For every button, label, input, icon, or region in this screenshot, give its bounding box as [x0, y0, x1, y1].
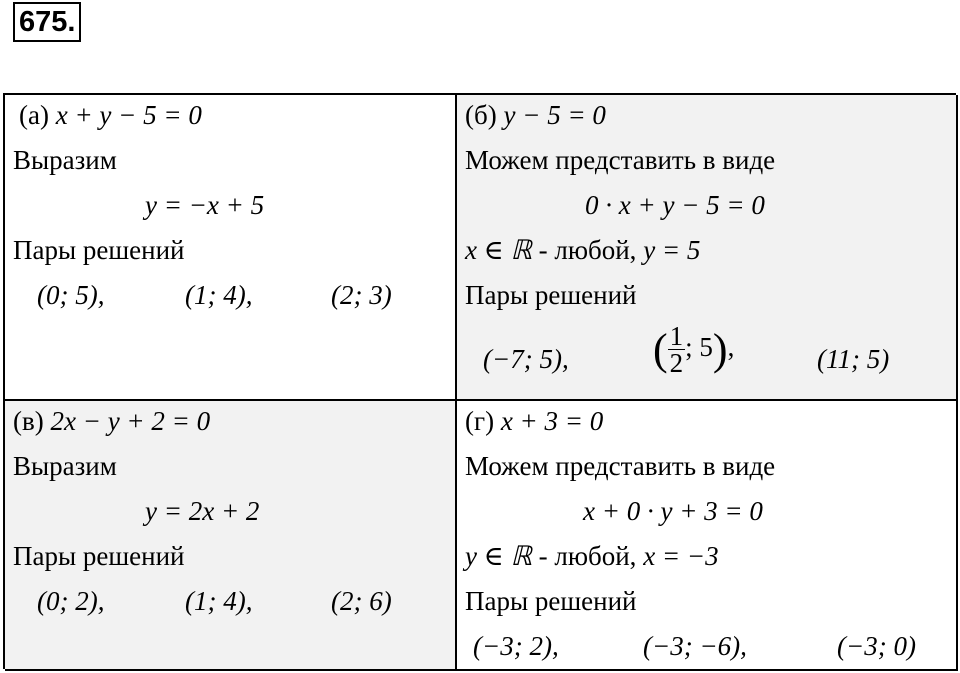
cell-d-any-value — [465, 540, 719, 572]
cell-c-pair-3: (2; 6) — [331, 586, 392, 616]
fraction-suffix: , — [727, 332, 735, 362]
cell-c-step: Выразим — [13, 451, 117, 481]
cell-a-label: (а) — [19, 100, 49, 130]
cell-b-any-text: - любой, — [531, 235, 644, 265]
cell-d-step: Можем представить в виде — [465, 451, 776, 481]
cell-a-pair-2: (1; 4), — [185, 280, 253, 310]
cell-c-pair-2: (1; 4), — [185, 586, 253, 616]
cell-b-pairs-label: Пары решений — [465, 280, 637, 310]
cell-a-pairs-label: Пары решений — [13, 235, 185, 265]
cell-d-any-var: y ∈ ℝ — [465, 541, 532, 571]
fraction-second: 5 — [699, 332, 713, 362]
cell-d-expressed: x + 0 · y + 3 = 0 — [583, 496, 763, 526]
cell-d-header — [465, 405, 603, 437]
cell-a-pair-1: (0; 5), — [37, 280, 105, 310]
cell-b — [457, 95, 958, 401]
cell-a-header — [19, 99, 202, 131]
cell-b-any-var: x ∈ ℝ — [465, 235, 532, 265]
fraction-numerator: 1 — [669, 321, 684, 352]
cell-b-equation: y − 5 = 0 — [503, 100, 606, 130]
cell-d-pair-2: (−3; −6), — [643, 631, 747, 661]
cell-b-any-value — [465, 234, 700, 266]
cell-b-fixed-value: y = 5 — [643, 235, 701, 265]
cell-c-header — [13, 405, 210, 437]
cell-d-equation: x + 3 = 0 — [500, 406, 604, 436]
cell-a-expressed: y = −x + 5 — [145, 190, 265, 220]
cell-b-label: (б) — [465, 100, 497, 130]
cell-d-pairs-label: Пары решений — [465, 586, 637, 616]
cell-c — [5, 401, 457, 671]
cell-d-pair-1: (−3; 2), — [473, 631, 559, 661]
cell-b-expressed: 0 · x + y − 5 = 0 — [585, 190, 765, 220]
solution-table — [3, 93, 956, 669]
cell-b-step: Можем представить в виде — [465, 145, 776, 175]
cell-a-step: Выразим — [13, 145, 117, 175]
cell-d-any-text: - любой, — [531, 541, 644, 571]
cell-d-pair-3: (−3; 0) — [837, 631, 916, 661]
cell-b-pair-fraction — [653, 317, 734, 377]
cell-d-label: (г) — [465, 406, 495, 436]
cell-c-label: (в) — [13, 406, 44, 436]
cell-a — [5, 95, 457, 401]
cell-c-equation: 2x − y + 2 = 0 — [50, 406, 211, 436]
cell-b-pair-1: (−7; 5), — [483, 344, 569, 374]
cell-d-fixed-value: x = −3 — [643, 541, 719, 571]
cell-c-pairs-label: Пары решений — [13, 541, 185, 571]
left-paren: ( — [653, 324, 668, 374]
cell-a-equation: x + y − 5 = 0 — [55, 100, 202, 130]
right-paren: ) — [712, 324, 728, 374]
cell-a-pair-3: (2; 3) — [331, 280, 392, 310]
problem-number: 675. — [13, 2, 81, 42]
cell-d — [457, 401, 958, 671]
cell-b-pair-3: (11; 5) — [817, 344, 890, 374]
fraction-denominator: 2 — [669, 348, 684, 379]
cell-b-header — [465, 99, 606, 131]
cell-c-pair-1: (0; 2), — [37, 586, 105, 616]
fraction — [668, 321, 686, 379]
fraction-separator: ; — [685, 332, 700, 362]
cell-c-expressed: y = 2x + 2 — [145, 496, 260, 526]
